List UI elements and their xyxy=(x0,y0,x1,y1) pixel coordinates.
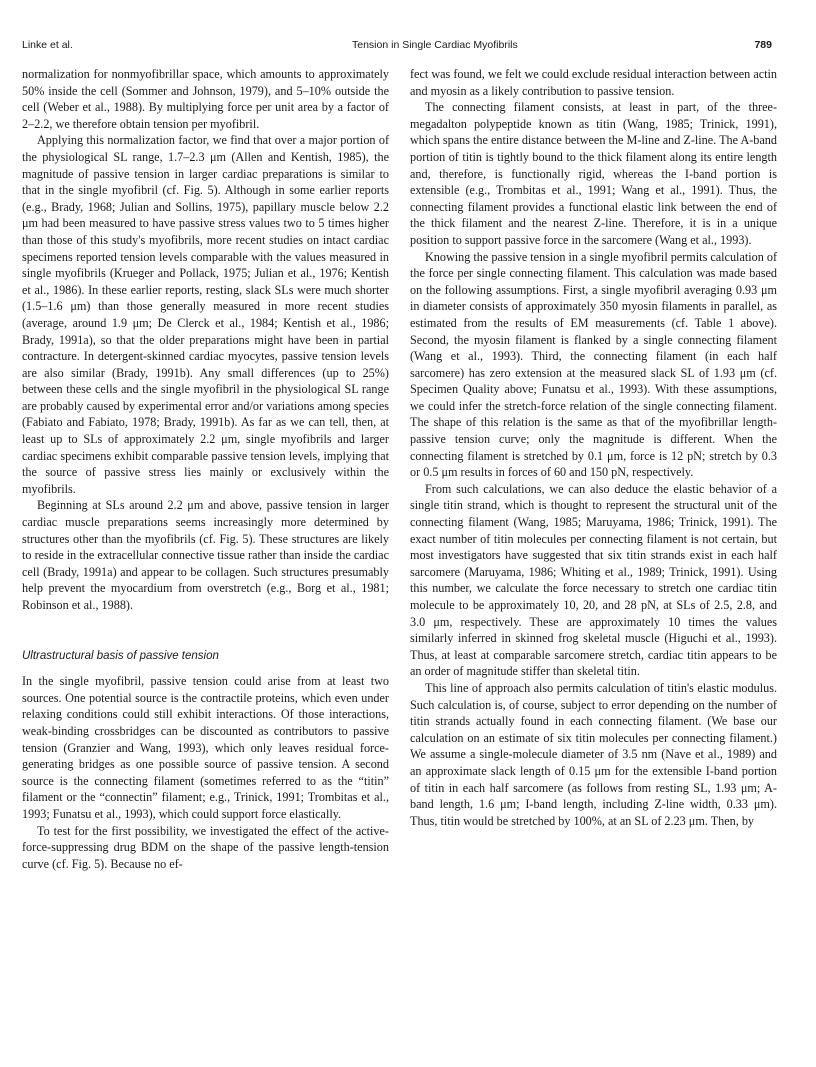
paragraph: This line of approach also permits calculation of titin's elastic modulus. Such calculation is, of course, subject to error depending on the number of titin strands actually found in each connecting filament. (We base our calculation on an estimate of six titin molecules per connecting filament.) We assume a single-molecule diameter of 3.5 nm (Nave et al., 1989) and an approximate slack length of 0.15 μm for the extensible I-band portion of titin in each half sarcomere (as follows from resting SL, 1.93 μm; A-band length, 1.6 μm; I-band length, including Z-line width, 0.33 μm). Thus, titin would be stretched by 100%, at an SL of 2.23 μm. Then, by xyxy=(410,680,777,828)
section-subheading: Ultrastructural basis of passive tension xyxy=(22,649,219,662)
paragraph: The connecting filament consists, at least in part, of the three-megadalton polypeptide known as titin (Wang, 1985; Trinick, 1991), which spans the entire distance between the M-line and Z-line. The A-band portion of titin is tightly bound to the thick filament along its entire length and, therefore, is functionally rigid, whereas the I-band portion is extensible (e.g., Trombitas et al., 1991; Wang et al., 1991). Thus, the connecting filament provides a functional elastic link between the end of the thick filament and the nearest Z-line. Therefore, it is in a unique position to support passive force in the sarcomere (Wang et al., 1993). xyxy=(410,100,777,247)
author-running-head: Linke et al. xyxy=(22,39,73,51)
page-number: 789 xyxy=(754,39,772,51)
paragraph: To test for the first possibility, we investigated the effect of the active-force-suppressing drug BDM on the shape of the passive length-tension curve (cf. Fig. 5). Because no ef- xyxy=(22,823,389,871)
title-running-head: Tension in Single Cardiac Myofibrils xyxy=(352,39,518,51)
paragraph: Knowing the passive tension in a single myofibril permits calculation of the force per single connecting filament. This calculation was made based on the following assumptions. First, a single myofibril averaging 0.93 μm in diameter consists of approximately 350 myosin filaments in parallel, as estimated from the results of EM measurements (cf. Table 1 above). Second, the myosin filament is flanked by a single connecting filament (Wang et al., 1993). Third, the connecting filament (in each half sarcomere) has zero extension at the measured slack SL of 1.93 μm (cf. Specimen Quality above; Funatsu et al., 1993). With these assumptions, we could infer the stretch-force relation of the single connecting filament. The shape of this relation is the same as that of the myofibrillar length-passive tension curve; only the magnitude is different. When the connecting filament is stretched by 0.1 μm, force is 12 pN; stretch by 0.3 or 0.5 μm results in forces of 60 and 150 pN, respectively. xyxy=(410,249,778,480)
paragraph: In the single myofibril, passive tension could arise from at least two sources. One potential source is the contractile proteins, which even under relaxing conditions could still exhibit interactions. Of those interactions, weak-binding crossbridges can be discounted as contributors to passive tension (Granzier and Wang, 1993), which only leaves residual force-generating bridges as one possible source of passive tension. A second source is the connecting filament (sometimes referred to as the “titin” filament or the “connectin” filament; e.g., Trinick, 1991; Trombitas et al., 1993; Funatsu et al., 1993), which could support force elastically. xyxy=(22,674,389,821)
running-header xyxy=(22,39,772,53)
paragraph: fect was found, we felt we could exclude residual interaction between actin and myosin as a likely contribution to passive tension. xyxy=(410,67,777,98)
paragraph: Beginning at SLs around 2.2 μm and above, passive tension in larger cardiac muscle preparations seems increasingly more determined by structures other than the myofibrils (cf. Fig. 5). These structures are likely to reside in the extracellular connective tissue rather than inside the cardiac cell (Brady, 1991a) and appear to be collagen. Such structures presumably help prevent the myocardium from overstretch (e.g., Borg et al., 1981; Robinson et al., 1988). xyxy=(22,498,389,612)
left-column xyxy=(22,66,389,872)
paragraph: From such calculations, we can also deduce the elastic behavior of a single titin strand, which is thought to represent the structural unit of the connecting filament (Wang, 1985; Maruyama, 1986; Trinick, 1991). The exact number of titin molecules per connecting filament is not certain, but most investigators have suggested that six titin strands exist in each half sarcomere (Maruyama, 1986; Whiting et al., 1989; Trinick, 1991). Using this number, we calculate the force necessary to stretch one cardiac titin molecule to be approximately 10, 20, and 28 pN, at SLs of 2.5, 2.8, and 3.0 μm, respectively. These are approximately 10 times the values similarly inferred in skinned frog skeletal muscle (Higuchi et al., 1993). Thus, at least at comparable sarcomere stretch, cardiac titin appears to be an order of magnitude stiffer than skeletal titin. xyxy=(410,481,777,679)
paragraph: Applying this normalization factor, we find that over a major portion of the physiological SL range, 1.7–2.3 μm (Allen and Kentish, 1985), the magnitude of passive tension in larger cardiac preparations is similar to that in the single myofibril (cf. Fig. 5). Although in some earlier reports (e.g., Brady, 1968; Julian and Sollins, 1975), papillary muscle below 2.2 μm had been measured to have passive stress values two to 5 times higher than those of this study's myofibrils, more recent studies on intact cardiac specimens reported tension levels comparable with the values measured in single myofibrils (Krueger and Pollack, 1975; Julian et al., 1976; Kentish et al., 1986). In these earlier reports, resting, slack SLs were much shorter (1.5–1.6 μm) than those generally measured in more recent studies (average, around 1.9 μm; De Clerck et al., 1984; Kentish et al., 1986; Brady, 1991a), so that the older preparations might have been in partial contracture. In detergent-skinned cardiac myocytes, passive tension levels are also similar (Brady, 1991b). Any small differences (up to 25%) between these cells and the single myofibril in the physiological SL range are probably caused by experimental error and/or variations among species (Fabiato and Fabiato, 1978; Brady, 1991b). As far as we can tell, then, at least up to SLs of approximately 2.2 μm, single myofibrils and larger cardiac specimens exhibit comparable passive tension levels, implying that the source of passive stress lies mainly or exclusively within the myofibrils. xyxy=(22,133,389,496)
right-column xyxy=(410,66,777,829)
paragraph: normalization for nonmyofibrillar space, which amounts to approximately 50% inside the cell (Sommer and Johnson, 1979), and 5–10% outside the cell (Weber et al., 1988). By multiplying force per unit area by a factor of 2–2.2, we therefore obtain tension per myofibril. xyxy=(22,67,389,131)
